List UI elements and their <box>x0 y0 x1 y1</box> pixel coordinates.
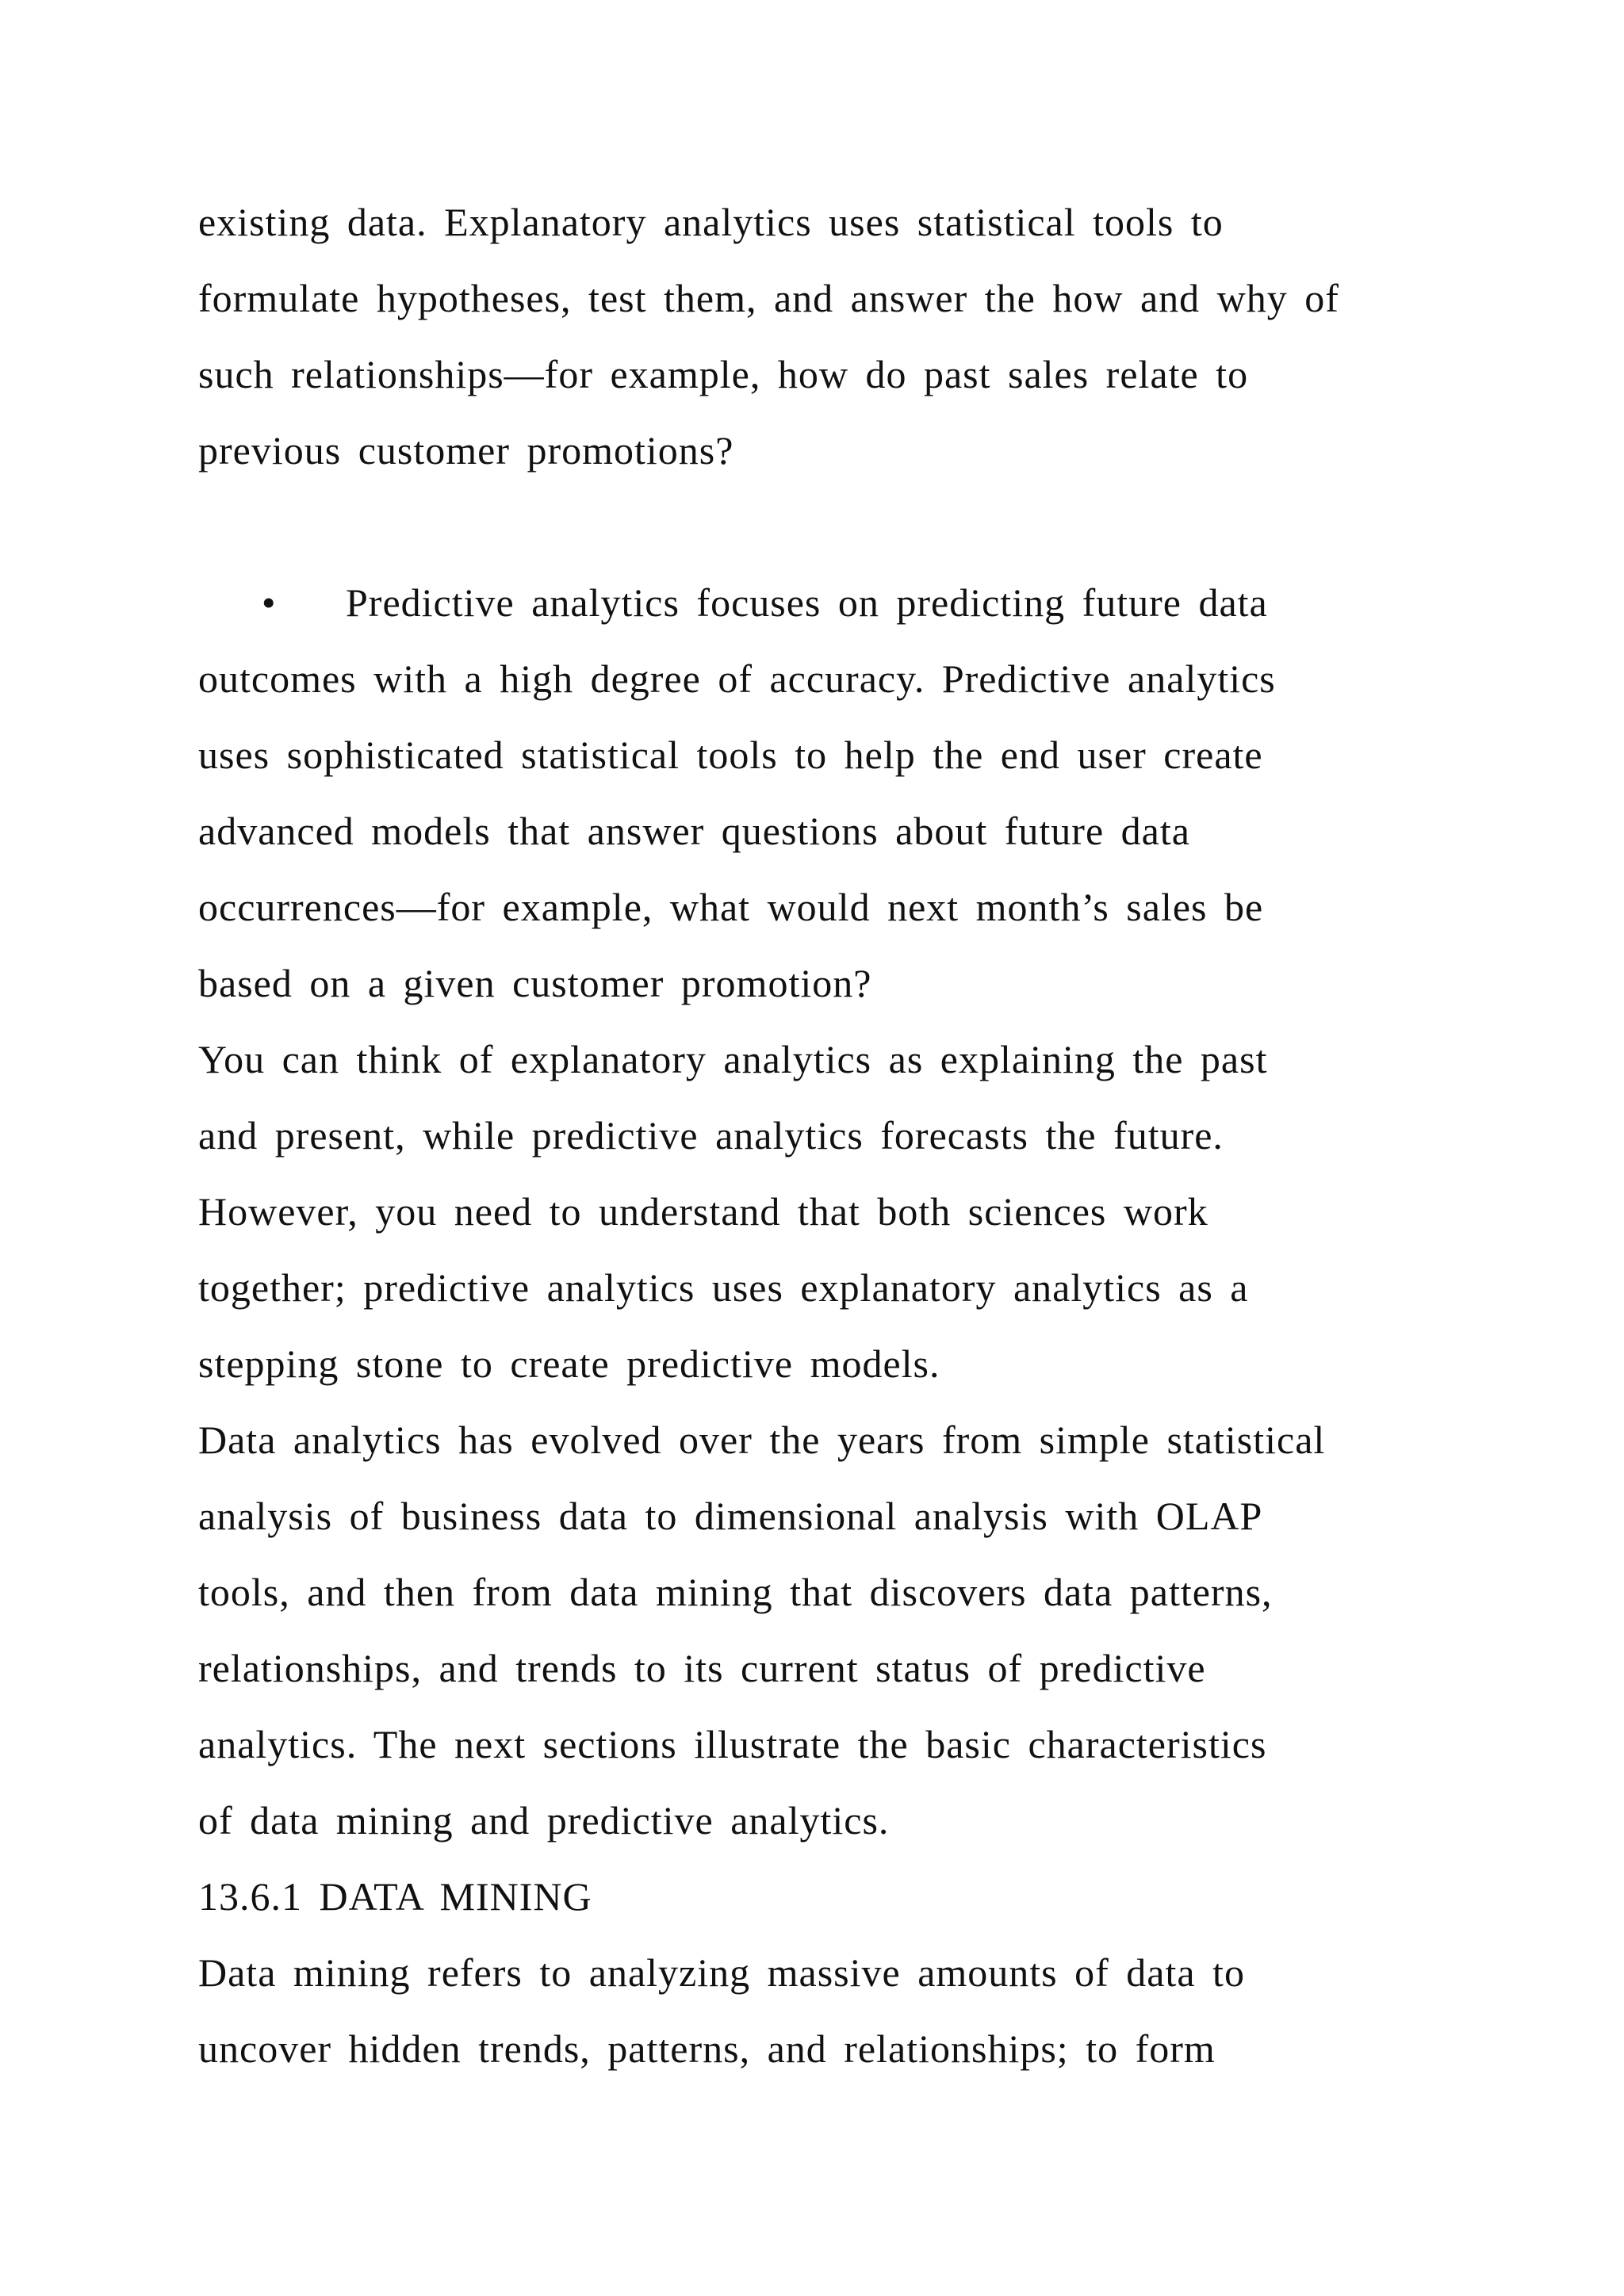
paragraph-line: advanced models that answer questions about future data <box>198 809 1190 853</box>
section-heading: 13.6.1 DATA MINING <box>198 1874 592 1919</box>
paragraph-line: and present, while predictive analytics forecasts the future. <box>198 1113 1224 1158</box>
paragraph-line: previous customer promotions? <box>198 428 734 473</box>
paragraph-line: such relationships—for example, how do past sales relate to <box>198 352 1249 396</box>
paragraph-line: occurrences—for example, what would next month’s sales be <box>198 885 1264 929</box>
paragraph-line: You can think of explanatory analytics as explaining the past <box>198 1037 1268 1081</box>
paragraph-line: tools, and then from data mining that discovers data patterns, <box>198 1570 1273 1614</box>
paragraph-line: relationships, and trends to its current status of predictive <box>198 1646 1206 1690</box>
paragraph-line: Data analytics has evolved over the years from simple statistical <box>198 1418 1326 1462</box>
bullet-marker: • <box>262 580 277 625</box>
paragraph-line: existing data. Explanatory analytics uses statistical tools to <box>198 200 1224 244</box>
paragraph-line: together; predictive analytics uses explanatory analytics as a <box>198 1265 1249 1310</box>
paragraph-line: However, you need to understand that both sciences work <box>198 1189 1208 1234</box>
paragraph-line: based on a given customer promotion? <box>198 961 872 1005</box>
bullet-item-line: Predictive analytics focuses on predicting future data <box>346 580 1268 625</box>
paragraph-line: analytics. The next sections illustrate the basic characteristics <box>198 1722 1267 1766</box>
paragraph-line: Data mining refers to analyzing massive amounts of data to <box>198 1950 1245 1995</box>
paragraph-line: of data mining and predictive analytics. <box>198 1798 890 1843</box>
paragraph-line: uses sophisticated statistical tools to help the end user create <box>198 733 1263 777</box>
paragraph-line: outcomes with a high degree of accuracy. Predictive analytics <box>198 656 1276 701</box>
paragraph-line: stepping stone to create predictive models. <box>198 1341 940 1386</box>
paragraph-line: formulate hypotheses, test them, and answer the how and why of <box>198 276 1339 320</box>
paragraph-line: analysis of business data to dimensional analysis with OLAP <box>198 1494 1263 1538</box>
paragraph-line: uncover hidden trends, patterns, and relationships; to form <box>198 2026 1216 2071</box>
